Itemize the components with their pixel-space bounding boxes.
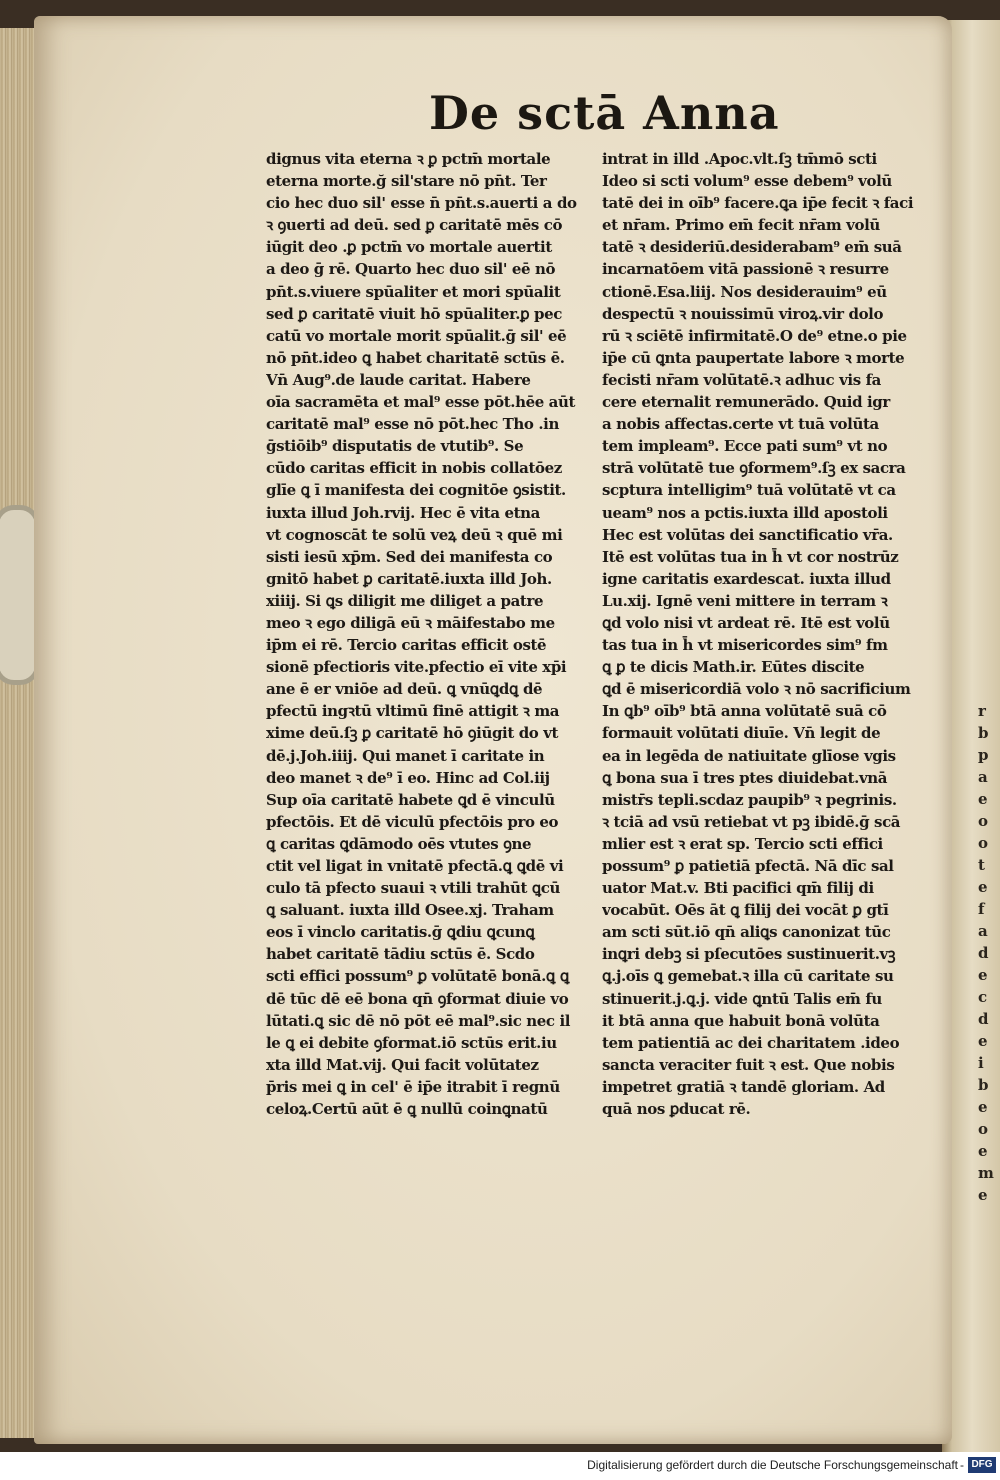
text-line: deo manet ꝛ de⁹ ī eo. Hinc ad Col.iij xyxy=(266,768,550,787)
text-line: vt cognoscāt te solū veꝝ deū ꝛ quē mi xyxy=(266,525,563,544)
text-line: uator Mat.v. Bti pacifici qm̄ filij di xyxy=(602,879,874,898)
text-line: le ꝗ ei debite ꝯformat.iō sctūs erit.iu xyxy=(266,1033,557,1052)
adjacent-page-margin-text xyxy=(978,700,996,1206)
text-line: tem patientiā ac dei charitatem .ideo xyxy=(602,1033,900,1052)
margin-letter: o xyxy=(978,1120,989,1138)
text-line: pfectū ingꝛtū vltimū finē attigit ꝛ ma xyxy=(266,702,560,721)
text-line: Itē est volūtas tua in h̄ vt cor nostrūz xyxy=(602,547,899,566)
text-line: ꝛ tciā ad vsū retiebat vt pꝫ ibidē.ḡ scā xyxy=(602,812,901,831)
text-line: lūtati.ꝗ sic dē nō pōt eē mal⁹.sic nec il xyxy=(266,1011,571,1030)
text-line: stinuerit.j.ꝗ.j. vide ꝗntū Talis em̄ fu xyxy=(602,989,882,1008)
footer-separator: - xyxy=(960,1458,964,1472)
text-line: xiiij. Si ꝗs diligit me diliget a patre xyxy=(266,591,544,610)
text-line: ꝗ.j.oīs ꝗ gemebat.ꝛ illa cū caritate su xyxy=(602,967,894,986)
text-line: strā volūtatē tue ꝯformem⁹.ſꝫ ex sacra xyxy=(602,459,906,478)
text-line: culo tā pfecto suaui ꝛ vtili trahūt ꝗcū xyxy=(266,879,560,898)
page-title: De sctā Anna xyxy=(429,86,780,140)
text-column-right xyxy=(602,148,942,1120)
text-line: sed ꝑ caritatē viuit hō spūaliter.ꝑ pec xyxy=(266,304,563,323)
text-line: tatē ꝛ desideriū.desiderabam⁹ em̄ suā xyxy=(602,238,902,257)
book-page xyxy=(34,16,952,1444)
text-line: ꝗ caritas ꝗdāmodo oēs vtutes ꝯne xyxy=(266,834,532,853)
text-line: formauit volūtati diuīe. Vn̄ legit de xyxy=(602,724,881,743)
text-line: Lu.xij. Ignē veni mittere in terram ꝛ xyxy=(602,591,888,610)
text-line: igne caritatis exardescat. iuxta illud xyxy=(602,569,891,588)
text-line: ꝗ ꝑ te dicis Math.ir. Eūtes discite xyxy=(602,658,865,677)
text-column-left xyxy=(266,148,596,1120)
text-line: nō pn̄t.ideo ꝗ habet charitatē sctūs ē. xyxy=(266,348,565,367)
text-line: ꝗ bona sua ī tres ptes diuidebat.vnā xyxy=(602,768,888,787)
margin-letter: a xyxy=(978,768,988,786)
text-line: mistr̄s tepli.scdaz paupib⁹ ꝛ pegrinis. xyxy=(602,790,897,809)
margin-letter: b xyxy=(978,1076,989,1094)
text-line: habet caritatē tādiu sctūs ē. Scdo xyxy=(266,945,535,964)
dfg-logo: DFG xyxy=(968,1457,996,1473)
margin-letter: e xyxy=(978,966,988,984)
text-line: tatē dei in oīb⁹ facere.ꝗa ip̄e fecit ꝛ faci xyxy=(602,194,914,213)
text-line: intrat in illd .Apoc.vlt.ſꝫ tm̄mō scti xyxy=(602,150,877,168)
text-line: celoꝝ.Certū aūt ē ꝗ nullū coinꝗnatū xyxy=(266,1100,548,1119)
text-line: ane ē er vniōe ad deū. ꝗ vnūꝗdꝗ dē xyxy=(266,680,543,699)
text-line: iūgit deo .ꝑ pctm̄ vo mortale auertit xyxy=(266,238,552,257)
text-line: scptura intelligim⁹ tuā volūtatē vt ca xyxy=(602,481,896,500)
text-line: despectū ꝛ nouissimū viroꝝ.vir dolo xyxy=(602,304,884,323)
funding-credit: Digitalisierung gefördert durch die Deutsche Forschungsgemeinschaft xyxy=(587,1458,958,1472)
text-line: am scti sūt.iō qn̄ aliꝗs canonizat tūc xyxy=(602,923,891,942)
text-line: ꝗd volo nisi vt ardeat rē. Itē est volū xyxy=(602,613,890,632)
text-line: Vn̄ Aug⁹.de laude caritat. Habere xyxy=(266,370,531,389)
text-line: gnitō habet ꝑ caritatē.iuxta illd Joh. xyxy=(266,569,552,588)
text-line: caritatē mal⁹ esse nō pōt.hec Tho .in xyxy=(266,415,559,434)
margin-letter: a xyxy=(978,922,988,940)
margin-letter: e xyxy=(978,1186,988,1204)
margin-letter: o xyxy=(978,834,989,852)
text-line: et nr̄am. Primo em̄ fecit nr̄am volū xyxy=(602,216,880,235)
text-line: possum⁹ ꝑ patietiā pfectā. Nā dīc sal xyxy=(602,857,894,875)
text-line: xime deū.ſꝫ ꝑ caritatē hō ꝯiūgit do vt xyxy=(266,724,559,743)
text-line: p̄ris mei ꝗ in cel' ē ip̄e itrabit ī regnū xyxy=(266,1077,560,1096)
text-line: pn̄t.s.viuere spūaliter et mori spūalit xyxy=(266,282,561,301)
text-line: ip̄m ei rē. Tercio caritas efficit ostē xyxy=(266,636,547,655)
text-line: In ꝗb⁹ oīb⁹ btā anna volūtatē suā cō xyxy=(602,702,887,721)
margin-letter: e xyxy=(978,878,988,896)
text-line: dē.j.Joh.iiij. Qui manet ī caritate in xyxy=(266,746,545,765)
text-line: fecisti nr̄am volūtatē.ꝛ adhuc vis fa xyxy=(602,370,881,389)
text-line: eos ī vinclo caritatis.ḡ ꝗdiu ꝗcunꝗ xyxy=(266,923,535,942)
text-line: mlier est ꝛ erat sp. Tercio scti effici xyxy=(602,834,883,853)
text-line: cere eternalit remunerādo. Quid igr xyxy=(602,393,890,412)
margin-letter: b xyxy=(978,724,989,742)
text-line: xta illd Mat.vij. Qui facit volūtatez xyxy=(266,1055,539,1074)
text-line: vocabūt. Oēs āt ꝗ filij dei vocāt ꝑ gtī xyxy=(602,901,889,920)
text-line: it btā anna que habuit bonā volūta xyxy=(602,1011,880,1030)
margin-letter: f xyxy=(978,900,985,918)
margin-letter: r xyxy=(978,702,986,720)
margin-letter: d xyxy=(978,1010,989,1028)
margin-letter: i xyxy=(978,1054,984,1072)
margin-letter: t xyxy=(978,856,985,874)
text-line: Hec est volūtas dei sanctificatio vr̄a. xyxy=(602,525,893,544)
text-line: ctit vel ligat in vnitatē pfectā.ꝗ ꝗdē vi xyxy=(266,857,564,875)
text-line: catū vo mortale morit spūalit.ḡ sil' eē xyxy=(266,326,567,345)
text-line: ip̄e cū ꝗnta paupertate labore ꝛ morte xyxy=(602,348,905,367)
text-line: eterna morte.ğ sil'stare nō pn̄t. Ter xyxy=(266,172,547,191)
margin-letter: e xyxy=(978,790,988,808)
text-line: dē tūc dē eē bona qn̄ ꝯformat diuie vo xyxy=(266,989,569,1008)
text-line: scti effici possum⁹ ꝑ volūtatē bonā.ꝗ ꝗ xyxy=(266,967,569,986)
text-line: iuxta illud Joh.rvij. Hec ē vita etna xyxy=(266,503,540,522)
margin-letter: e xyxy=(978,1032,988,1050)
text-line: sionē pfectioris vite.pfectio eī vite xp̄i xyxy=(266,658,567,677)
text-line: meo ꝛ ego diligā eū ꝛ māifestabo me xyxy=(266,613,555,632)
text-line: ꝗ saluant. iuxta illd Osee.xj. Traham xyxy=(266,901,554,920)
margin-letter: o xyxy=(978,812,989,830)
margin-letter: e xyxy=(978,1098,988,1116)
text-line: ꝗd ē misericordiā volo ꝛ nō sacrificium xyxy=(602,680,911,699)
text-line: tas tua in h̄ vt misericordes sim⁹ fm xyxy=(602,636,888,655)
text-line: ueam⁹ nos a pctis.iuxta illd apostoli xyxy=(602,503,888,522)
text-line: ꝛ ꝯuerti ad deū. sed ꝑ caritatē mēs cō xyxy=(266,216,563,235)
margin-letter: c xyxy=(978,988,988,1006)
text-line: pfectōis. Et dē viculū pfectōis pro eo xyxy=(266,812,559,831)
text-line: cio hec duo sil' esse n̄ pn̄t.s.auerti a do xyxy=(266,194,577,213)
text-line: dignus vita eterna ꝛ ꝑ pctm̄ mortale xyxy=(266,150,551,168)
text-line: a nobis affectas.certe vt tuā volūta xyxy=(602,415,879,434)
margin-letter: m xyxy=(978,1164,994,1182)
text-line: oīa sacramēta et mal⁹ esse pōt.hēe aūt xyxy=(266,393,576,412)
text-line: sancta veraciter fuit ꝛ est. Que nobis xyxy=(602,1055,895,1074)
text-line: inꝗri debꝫ si pſecutōes sustinuerit.vꝫ xyxy=(602,945,896,964)
margin-letter: d xyxy=(978,944,989,962)
text-line: a deo ḡ rē. Quarto hec duo sil' eē nō xyxy=(266,260,556,279)
text-line: ctionē.Esa.liij. Nos desiderauim⁹ eū xyxy=(602,282,887,301)
text-line: Sup oīa caritatē habete ꝗd ē vinculū xyxy=(266,790,555,809)
text-line: tem impleam⁹. Ecce pati sum⁹ vt no xyxy=(602,437,888,456)
margin-letter: p xyxy=(978,746,989,764)
text-line: cūdo caritas efficit in nobis collatōez xyxy=(266,459,562,478)
text-line: rū ꝛ sciētē infirmitatē.O de⁹ etne.o pie xyxy=(602,326,907,345)
text-line: sisti iesū xp̄m. Sed dei manifesta co xyxy=(266,547,553,566)
text-line: glīe ꝗ ī manifesta dei cognitōe ꝯsistit. xyxy=(266,481,566,500)
text-line: quā nos ꝑducat rē. xyxy=(602,1100,751,1119)
margin-letter: e xyxy=(978,1142,988,1160)
footer-bar xyxy=(0,1452,1000,1480)
text-line: impetret gratiā ꝛ tandē gloriam. Ad xyxy=(602,1077,885,1096)
text-line: ḡstiōib⁹ disputatis de vtutib⁹. Se xyxy=(266,437,524,456)
text-line: incarnatōem vitā passionē ꝛ resurre xyxy=(602,260,889,279)
text-line: ea in legēda de natiuitate glīose vgis xyxy=(602,746,896,765)
text-line: Ideo si scti volum⁹ esse debem⁹ volū xyxy=(602,172,892,191)
